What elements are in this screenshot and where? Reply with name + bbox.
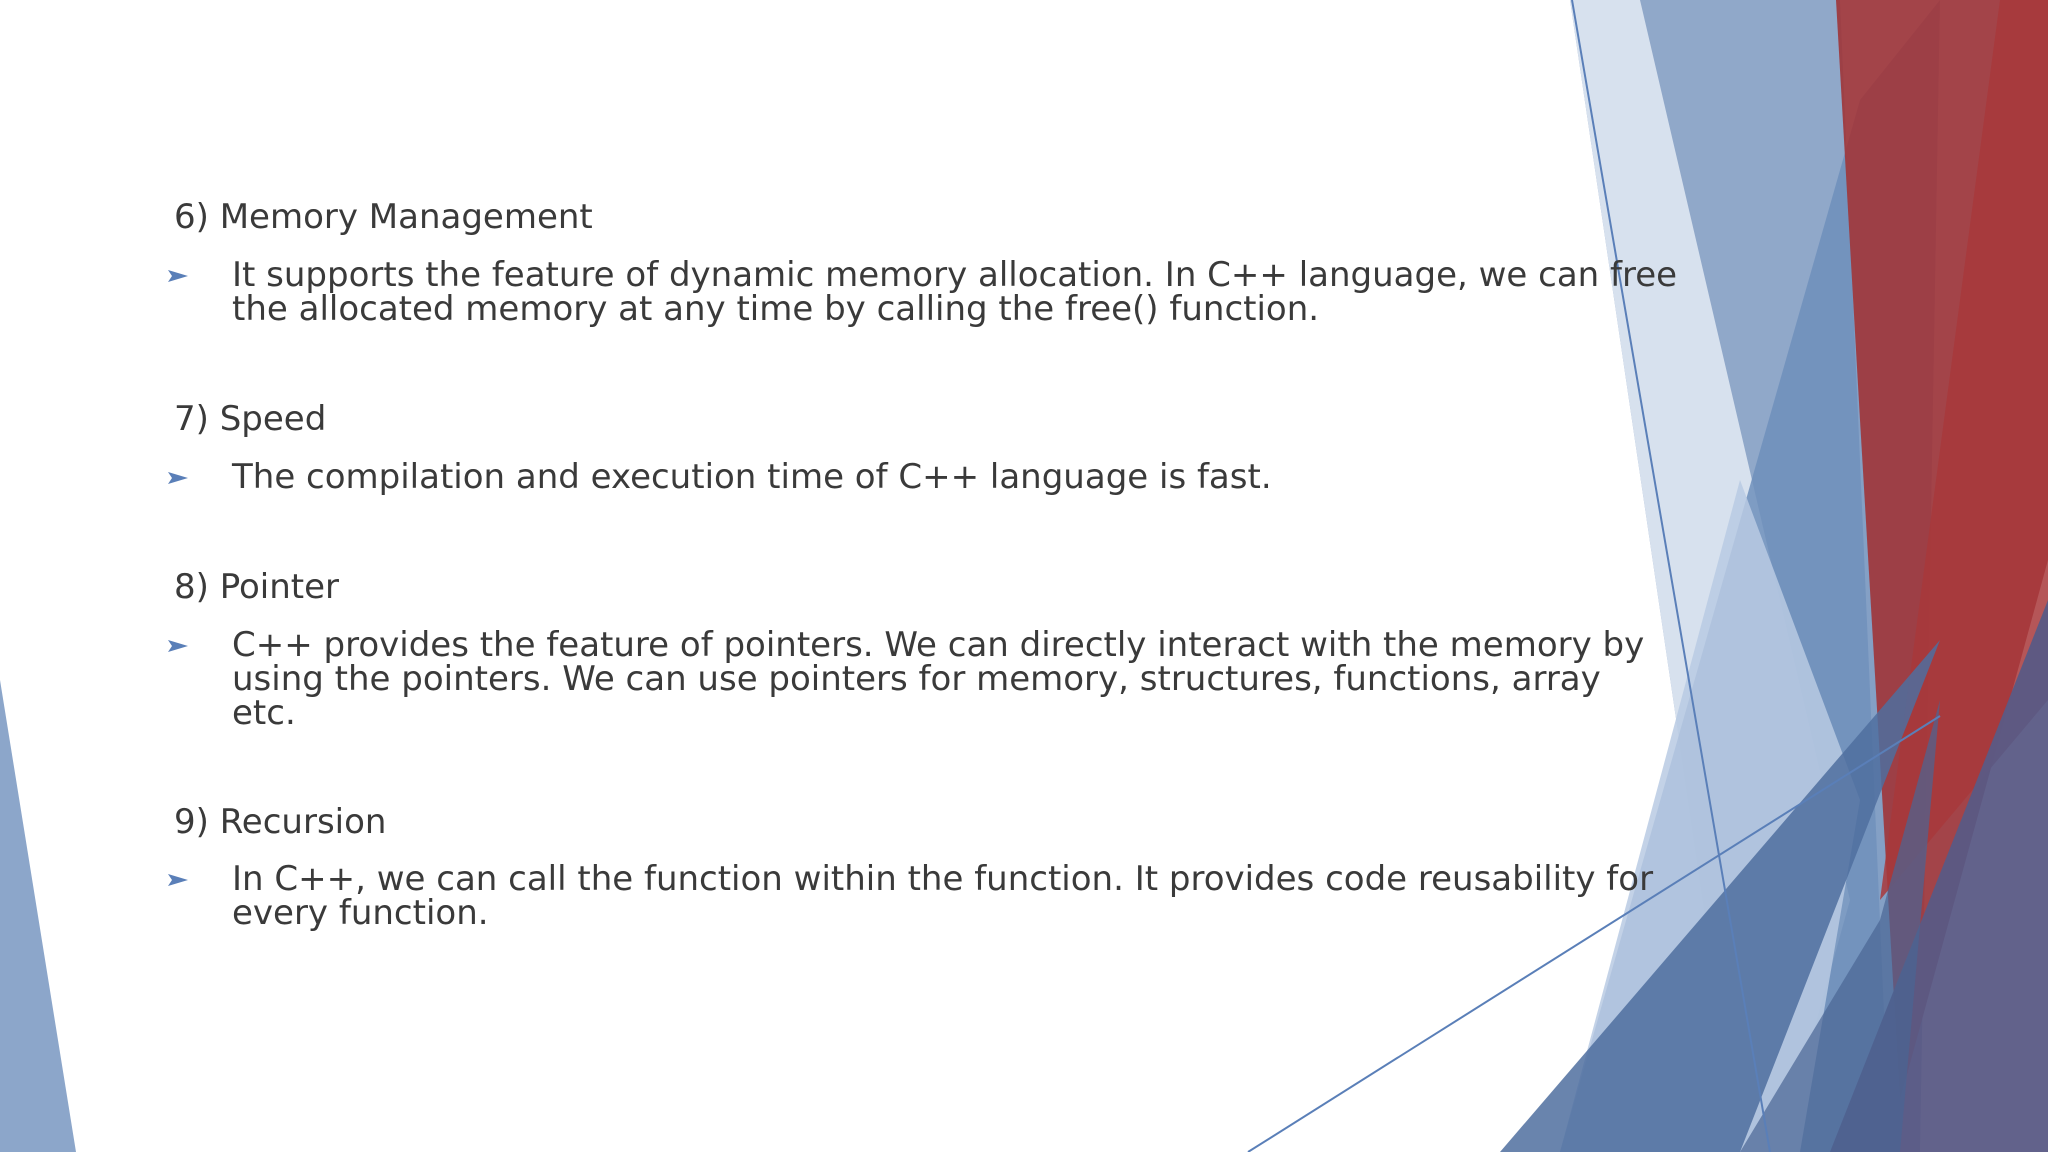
bullet-text <box>232 457 1752 497</box>
arrow-bullet-icon <box>168 266 188 286</box>
bullet-line: using the pointers. We can use pointers for memory, structures, functions, array <box>232 659 1601 699</box>
bullet-line: The compilation and execution time of C++ language is fast. <box>232 457 1272 497</box>
bullet-text <box>232 255 1752 329</box>
section-heading-recursion: 9) Recursion <box>174 802 387 842</box>
bullet-line: It supports the feature of dynamic memory allocation. In C++ language, we can free <box>232 255 1678 295</box>
bullet-line: etc. <box>232 693 296 733</box>
bullet-text <box>232 625 1752 733</box>
arrow-bullet-icon <box>168 468 188 488</box>
bullet-item-memory-management <box>168 255 1678 329</box>
arrow-bullet-icon <box>168 870 188 890</box>
bullet-text <box>232 859 1752 933</box>
bullet-item-speed <box>168 457 1588 497</box>
bullet-line: C++ provides the feature of pointers. We can directly interact with the memory by <box>232 625 1645 665</box>
bullet-line: every function. <box>232 893 489 933</box>
bullet-item-pointer <box>168 625 1645 733</box>
arrow-bullet-icon <box>168 636 188 656</box>
section-heading-speed: 7) Speed <box>174 399 327 439</box>
bullet-item-recursion <box>168 859 1654 933</box>
section-heading-memory-management: 6) Memory Management <box>174 197 593 237</box>
bullet-line: In C++, we can call the function within the function. It provides code reusability for <box>232 859 1654 899</box>
bullet-line: the allocated memory at any time by calling the free() function. <box>232 289 1320 329</box>
section-heading-pointer: 8) Pointer <box>174 567 340 607</box>
